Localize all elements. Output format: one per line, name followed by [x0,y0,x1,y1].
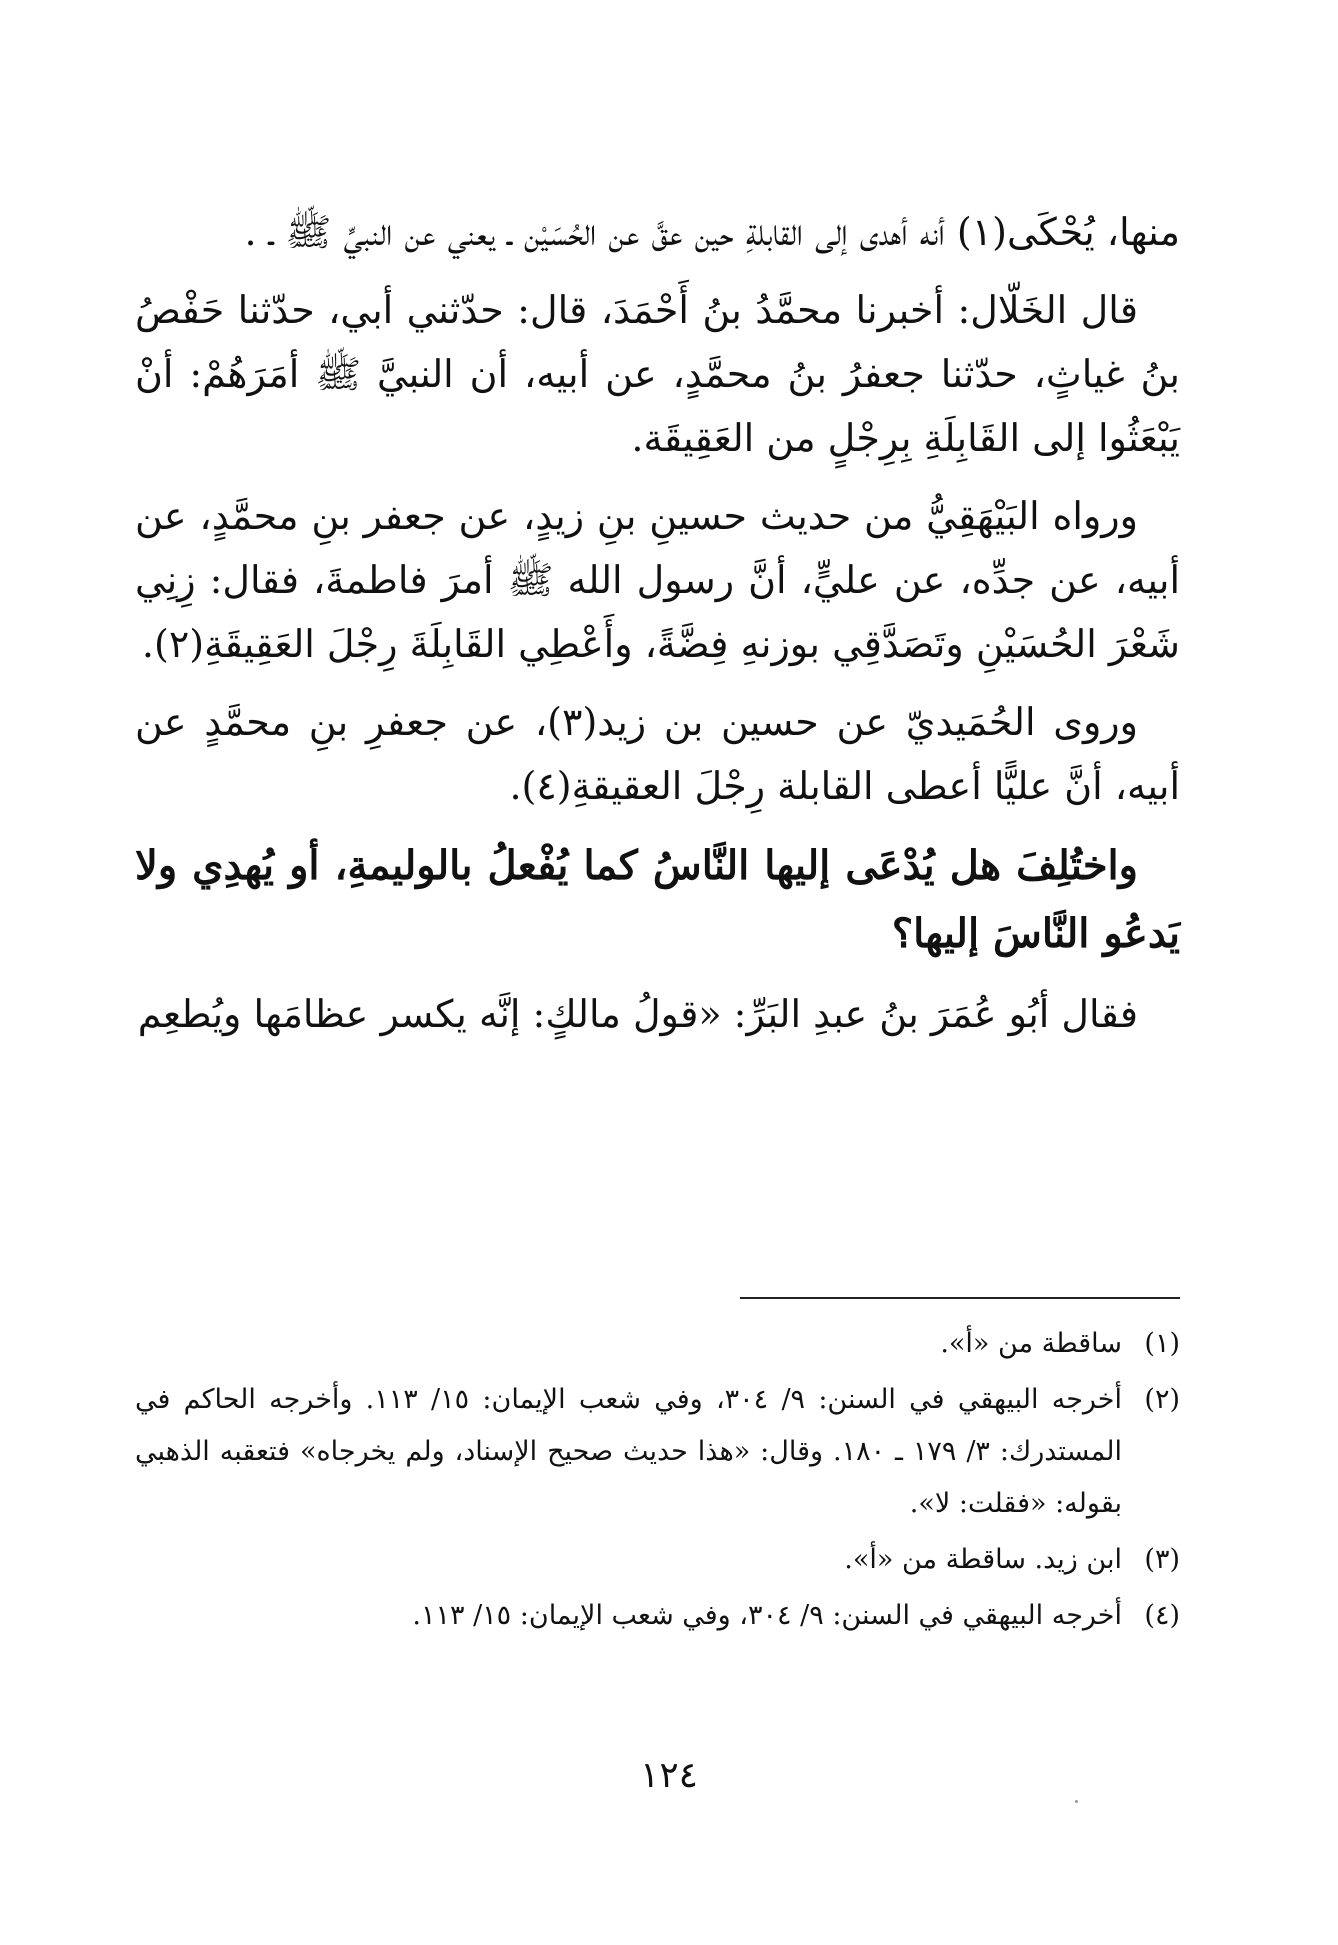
footnote-number: (١) [1144,1328,1180,1359]
main-text [135,200,1180,1060]
footnote-text: أخرجه البيهقي في السنن: ٩/ ٣٠٤، وفي شعب الإيمان: ١٥/ ١١٣. [412,1600,1122,1631]
footnote-number: (٤) [1144,1600,1180,1631]
paragraph-2: قال الخَلّال: أخبرنا محمَّدُ بنُ أَحْمَدَ، قال: حدّثني أبي، حدّثنا حَفْصُ بنُ غياثٍ، حدّثنا جعفرُ بنُ محمَّدٍ، عن أبيه، أن النبيَّ ﷺ أمَرَهُمْ: أنْ يَبْعَثُوا إلى القَابِلَةِ بِرِجْلٍ من العَقِيقَة. [135,288,1180,460]
footnote-4 [135,1590,1180,1642]
page-number: ١٢٤ [639,1755,698,1796]
footnote-text: أخرجه البيهقي في السنن: ٩/ ٣٠٤، وفي شعب الإيمان: ١٥/ ١١٣. وأخرجه الحاكم في المستدرك: ٣/ ١٧٩ ـ ١٨٠. وقال: «هذا حديث صحيح الإسناد، ولم يخرجاه» فتعقبه الذهبي بقوله: «فقلت: لا». [135,1384,1123,1519]
footnote-divider [740,1297,1180,1299]
footnote-1 [135,1318,1180,1370]
paragraph-4: وروى الحُمَيديّ عن حسين بن زيد(٣)، عن جعفرِ بنِ محمَّدٍ عن أبيه، أنَّ عليًّا أعطى القابلة رِجْلَ العقيقةِ(٤). [135,700,1180,808]
paragraph-6: فقال أبُو عُمَرَ بنُ عبدِ البَرِّ: «قولُ مالكٍ: إنَّه يكسر عظامَها ويُطعِم [137,992,1138,1036]
footnote-number: (٢) [1144,1384,1180,1415]
footnote-number: (٣) [1144,1544,1180,1575]
paragraph-5-heading: واختُلِفَ هل يُدْعَى إليها النَّاسُ كما يُفْعلُ بالوليمةِ، أو يُهدِي ولا يَدعُو النَّاسَ إليها؟ [135,842,1180,957]
footnote-text: ابن زيد. ساقطة من «أ». [844,1544,1122,1575]
scan-speck [1075,1800,1078,1803]
footnote-2 [135,1374,1180,1530]
paragraph-3: ورواه البَيْهَقِيُّ من حديث حسينِ بنِ زيدٍ، عن جعفر بنِ محمَّدٍ، عن أبيه، عن جدِّه، عن عليٍّ، أنَّ رسول الله ﷺ أمرَ فاطمةَ، فقال: زِنِي شَعْرَ الحُسَيْنِ وتَصَدَّقِي بوزنهِ فِضَّةً، وأَعْطِي القَابِلَةَ رِجْلَ العَقِيقَةِ(٢). [135,494,1180,666]
footnotes [135,1318,1180,1646]
footnote-text: ساقطة من «أ». [940,1328,1122,1359]
footnote-3 [135,1534,1180,1586]
paragraph-1: منها، يُحْكَى(١) أنه أهدى إلى القابلةِ حين عقَّ عن الحُسَيْن ـ يعني عن النبيِّ ﷺ ـ . [244,210,1180,254]
